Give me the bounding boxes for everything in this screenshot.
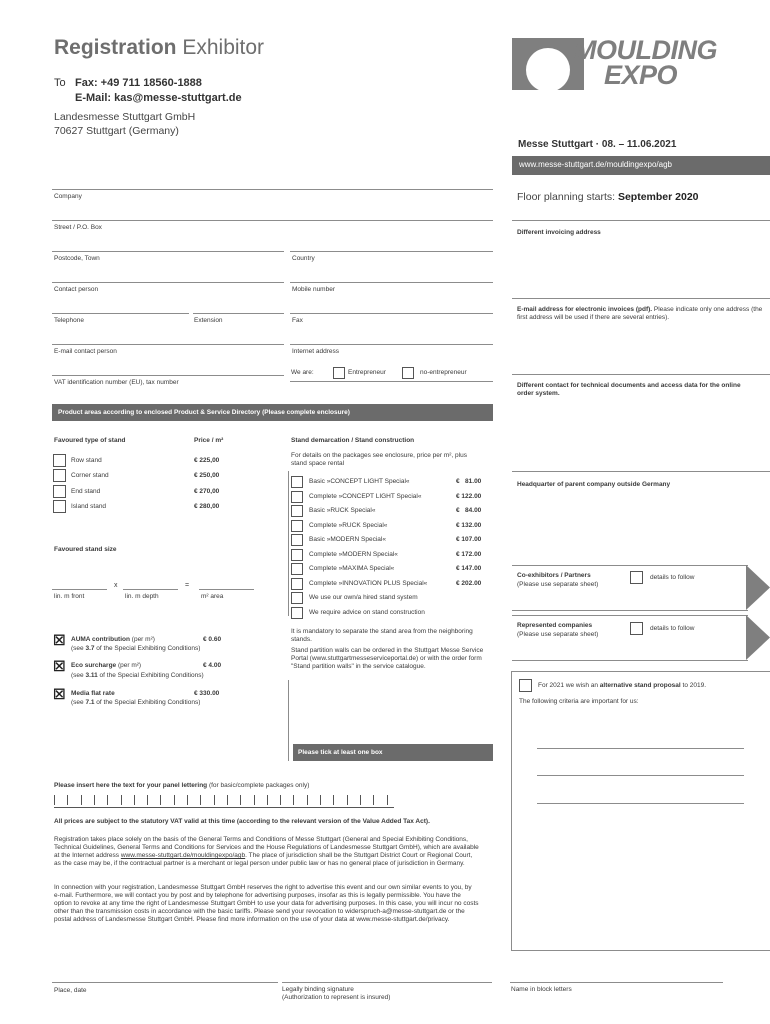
- package-checkbox[interactable]: [291, 607, 303, 619]
- we-are-label: We are:: [291, 369, 314, 376]
- demarcation-heading: Stand demarcation / Stand construction: [291, 437, 415, 444]
- mandatory-note: It is mandatory to separate the stand area from the neighboring stands.: [291, 628, 473, 643]
- corner-stand-price: € 250,00: [194, 472, 220, 479]
- extension-field[interactable]: Extension: [194, 317, 223, 324]
- signature-note: (Authorization to represent is insured): [282, 994, 391, 1001]
- einvoice-rest: Please indicate only one address (the first address will be used if there are several entries).: [517, 306, 763, 321]
- eco-note-bold: 3.11: [85, 672, 98, 679]
- lettering-cell[interactable]: [174, 795, 175, 805]
- eco-label: [71, 662, 141, 670]
- signature-line[interactable]: [282, 982, 492, 983]
- media-price: € 330.00: [194, 690, 220, 697]
- event-url[interactable]: www.messe-stuttgart.de/mouldingexpo/agb: [519, 160, 672, 169]
- media-note-bold: 7.1: [85, 699, 95, 706]
- page-title: [54, 36, 264, 60]
- address-line-2: 70627 Stuttgart (Germany): [54, 125, 179, 137]
- package-price: € 202.00: [456, 579, 482, 587]
- address-line-1: Landesmesse Stuttgart GmbH: [54, 111, 196, 123]
- logo-text-moulding: MOULDING: [574, 35, 717, 65]
- criteria-line-1[interactable]: [537, 748, 744, 749]
- lettering-cell[interactable]: [81, 795, 82, 805]
- package-checkbox[interactable]: [291, 491, 303, 503]
- moulding-expo-logo: [512, 35, 747, 93]
- stand-size-heading: Favoured stand size: [54, 546, 117, 553]
- lettering-cell[interactable]: [107, 795, 108, 805]
- lettering-cell[interactable]: [147, 795, 148, 805]
- lettering-cell[interactable]: [280, 795, 281, 805]
- package-label: We require advice on stand construction: [309, 608, 425, 616]
- legal-paragraph-2: In connection with your registration, Landesmesse Stuttgart GmbH reserves the right to advertise this event and our own similar events to you, by e-mail. Furthermore, we will contact you by post and by telephone for advertising purposes, insofar as this is legally permissible. You have the option to revoke at any time the right of Landesmesse Stuttgart GmbH to use your data for advertising purposes. In this case, you will incur no costs other than the transmission costs in accordance with the basic tariffs. Please send your revocation to widerspruch-a@messe-stuttgart.de or the postal address of Landesmesse Stuttgart GmbH. Please find more information on the use of your data at www.messe-stuttgart.de/privacy.: [54, 884, 479, 923]
- lettering-cell[interactable]: [347, 795, 348, 805]
- agb-link[interactable]: www.messe-stuttgart.de/mouldingexpo/agb: [120, 852, 246, 859]
- country-field[interactable]: Country: [292, 255, 315, 262]
- floor-planning-label: Floor planning starts:: [517, 191, 618, 203]
- media-bold: Media flat rate: [71, 690, 115, 697]
- package-label: Basic »CONCEPT LIGHT Special«: [309, 478, 410, 485]
- alternative-proposal-box: [511, 671, 770, 951]
- vat-field[interactable]: VAT identification number (EU), tax number: [54, 379, 179, 386]
- lettering-cell[interactable]: [254, 795, 255, 805]
- area-input[interactable]: [199, 589, 254, 590]
- eco-price: € 4.00: [203, 662, 222, 669]
- parent-company-label[interactable]: Headquarter of parent company outside Germany: [517, 481, 671, 488]
- package-checkbox[interactable]: [291, 578, 303, 590]
- auma-note-bold: 3.7: [85, 645, 95, 652]
- partition-note: Stand partition walls can be ordered in the Stuttgart Messe Service Portal (www.stuttgartmesseserviceportal.de) or with the order form "Stand partition walls" in the service catalogue.: [291, 647, 484, 670]
- lettering-cell[interactable]: [121, 795, 122, 805]
- criteria-label: The following criteria are important for us:: [519, 698, 639, 705]
- media-note: [71, 699, 200, 707]
- coexhibitors-details-label: details to follow: [650, 574, 695, 581]
- media-checked-icon[interactable]: ☒: [53, 686, 66, 702]
- arrow-right-icon: [746, 565, 770, 610]
- package-checkbox[interactable]: [291, 549, 303, 561]
- auma-checked-icon[interactable]: ☒: [53, 632, 66, 648]
- lettering-cell[interactable]: [333, 795, 334, 805]
- to-label: To: [54, 77, 66, 89]
- lettering-cell[interactable]: [214, 795, 215, 805]
- auma-note-pre: (see: [71, 645, 86, 652]
- package-label: Basic »RUCK Special«: [309, 507, 376, 514]
- corner-stand-checkbox[interactable]: [53, 469, 66, 482]
- auma-note-post: of the Special Exhibiting Conditions): [94, 645, 201, 652]
- telephone-field[interactable]: Telephone: [54, 317, 84, 324]
- eco-note-pre: (see: [71, 672, 86, 679]
- logo-circle-icon: [526, 48, 570, 92]
- package-label: Complete »CONCEPT LIGHT Special«: [309, 492, 422, 500]
- alt-bold: alternative stand proposal: [599, 682, 681, 689]
- einvoice-email-label[interactable]: [517, 306, 765, 322]
- lettering-cell[interactable]: [134, 795, 135, 805]
- alt-pre: For 2021 we wish an: [538, 682, 600, 689]
- package-checkbox[interactable]: [291, 534, 303, 546]
- lettering-cell[interactable]: [187, 795, 188, 805]
- package-label: Complete »MAXIMA Special«: [309, 565, 395, 572]
- eco-note: [71, 672, 204, 680]
- no-entrepreneur-label: no-entrepreneur: [420, 369, 467, 376]
- package-label: We use our own/a hired stand system: [309, 594, 418, 601]
- eco-bold: Eco surcharge: [71, 662, 117, 669]
- para1-post: . The place of jurisdiction shall be the Stuttgart District Court or Regional Court, as the case may be, if the contractual partner is a merchant or legal person under public law or has no general place of jurisdiction in Germany.: [54, 852, 473, 867]
- auma-price: € 0.60: [203, 636, 222, 643]
- island-stand-label: Island stand: [71, 503, 107, 510]
- product-areas-text: Product areas according to enclosed Product & Service Directory (Please complete enclosure): [58, 409, 350, 416]
- company-field[interactable]: Company: [54, 193, 82, 200]
- lettering-cell[interactable]: [387, 795, 388, 805]
- signature-label: Legally binding signature: [282, 986, 354, 993]
- lettering-cell[interactable]: [293, 795, 294, 805]
- lettering-cell[interactable]: [307, 795, 308, 805]
- title-rest: Exhibitor: [176, 36, 265, 59]
- media-note-post: of the Special Exhibiting Conditions): [94, 699, 201, 706]
- row-stand-price: € 225,00: [194, 457, 220, 464]
- represented-label: Represented companies: [517, 622, 593, 629]
- lettering-cell[interactable]: [54, 795, 55, 805]
- lettering-cell[interactable]: [227, 795, 228, 805]
- depth-input[interactable]: [123, 589, 178, 590]
- area-label: m² area: [201, 593, 224, 600]
- lettering-cell[interactable]: [320, 795, 321, 805]
- end-stand-price: € 270,00: [194, 488, 220, 495]
- auma-note: [71, 645, 200, 653]
- floor-planning-value: September 2020: [617, 191, 699, 203]
- product-areas-bar: [52, 404, 493, 421]
- internet-field[interactable]: Internet address: [292, 348, 339, 355]
- no-entrepreneur-checkbox[interactable]: [402, 367, 414, 379]
- lettering-input[interactable]: [54, 795, 394, 808]
- package-checkbox[interactable]: [291, 476, 303, 488]
- lettering-bold: Please insert here the text for your panel lettering: [54, 782, 208, 789]
- front-label: lin. m front: [54, 593, 85, 600]
- media-label: [71, 690, 115, 698]
- represented-details-label: details to follow: [650, 625, 695, 632]
- represented-checkbox[interactable]: [630, 622, 643, 635]
- einvoice-bold: E-mail address for electronic invoices (pdf).: [517, 306, 653, 313]
- eco-checked-icon[interactable]: ☒: [53, 658, 66, 674]
- row-stand-checkbox[interactable]: [53, 454, 66, 467]
- package-price: € 84.00: [456, 507, 482, 514]
- media-note-pre: (see: [71, 699, 86, 706]
- alternative-proposal-label: [538, 682, 706, 690]
- package-checkbox[interactable]: [291, 505, 303, 517]
- technical-contact-label[interactable]: Different contact for technical documents and access data for the online order system.: [517, 382, 741, 397]
- alt-post: to 2019.: [680, 682, 707, 689]
- coexhibitors-label: Co-exhibitors / Partners: [517, 572, 591, 579]
- auma-label: [71, 636, 155, 644]
- entrepreneur-label: Entrepreneur: [348, 369, 386, 376]
- criteria-line-2[interactable]: [537, 775, 744, 776]
- eco-rest: (per m²): [116, 662, 142, 669]
- arrow-right-icon: [746, 615, 770, 660]
- lettering-cell[interactable]: [67, 795, 68, 805]
- package-price: € 122.00: [456, 492, 482, 500]
- package-label: Complete »MODERN Special«: [309, 550, 398, 558]
- stand-type-heading: Favoured type of stand: [54, 437, 126, 444]
- legal-paragraph-1: [54, 836, 479, 868]
- floor-planning: [517, 191, 699, 203]
- end-stand-checkbox[interactable]: [53, 485, 66, 498]
- package-price: € 147.00: [456, 565, 482, 572]
- block-letters-label: Name in block letters: [511, 986, 572, 993]
- email-contact-field[interactable]: E-mail contact person: [54, 348, 117, 355]
- name-line[interactable]: [510, 982, 723, 983]
- package-price: € 132.00: [456, 521, 482, 529]
- para1-pre: Registration takes place solely on the basis of the General Terms and Conditions of Messe Stuttgart (General and Special Exhibiting Conditions, Technical Guidelines, General Terms and Conditions for Services and the House Regulations of Landesmesse Stuttgart GmbH), which are available at the Internet address: [54, 836, 479, 859]
- corner-stand-label: Corner stand: [71, 472, 109, 479]
- row-stand-label: Row stand: [71, 457, 102, 464]
- alternative-proposal-checkbox[interactable]: [519, 679, 532, 692]
- contact-person-field[interactable]: Contact person: [54, 286, 99, 293]
- fax-field[interactable]: Fax: [292, 317, 303, 324]
- fax-number: Fax: +49 711 18560-1888: [75, 77, 202, 89]
- multiply-symbol: x: [114, 582, 118, 589]
- logo-text-expo: EXPO: [604, 60, 678, 90]
- vat-note: All prices are subject to the statutory VAT valid at this time (according to the relevant version of the Value Added Tax Act).: [54, 818, 430, 825]
- coexhibitors-checkbox[interactable]: [630, 571, 643, 584]
- mobile-field[interactable]: Mobile number: [292, 286, 335, 293]
- lettering-cell[interactable]: [240, 795, 241, 805]
- package-price: € 81.00: [456, 478, 482, 485]
- lettering-cell[interactable]: [360, 795, 361, 805]
- lettering-rest: (for basic/complete packages only): [207, 782, 310, 789]
- island-stand-price: € 280,00: [194, 503, 220, 510]
- package-label: Complete »RUCK Special«: [309, 521, 388, 529]
- lettering-cell[interactable]: [160, 795, 161, 805]
- price-heading: Price / m²: [194, 437, 224, 444]
- package-label: Basic »MODERN Special«: [309, 536, 386, 543]
- package-price: € 107.00: [456, 536, 482, 543]
- front-input[interactable]: [52, 589, 107, 590]
- tick-box-bar: [293, 744, 493, 761]
- lettering-cell[interactable]: [267, 795, 268, 805]
- auma-rest: (per m²): [129, 636, 155, 643]
- postcode-field[interactable]: Postcode, Town: [54, 255, 100, 262]
- lettering-label: [54, 782, 309, 790]
- lettering-cell[interactable]: [200, 795, 201, 805]
- lettering-cell[interactable]: [94, 795, 95, 805]
- place-date-label: Place, date: [54, 987, 87, 994]
- equals-symbol: =: [185, 582, 190, 589]
- event-url-bar: [512, 156, 770, 175]
- auma-bold: AUMA contribution: [71, 636, 130, 643]
- represented-note: (Please use separate sheet): [517, 631, 599, 638]
- demarcation-intro: For details on the packages see enclosure, price per m², plus stand space rental: [291, 452, 467, 467]
- package-checkbox[interactable]: [291, 592, 303, 604]
- email-address: E-Mail: kas@messe-stuttgart.de: [75, 92, 242, 104]
- title-bold: Registration: [54, 36, 177, 59]
- end-stand-label: End stand: [71, 488, 101, 495]
- depth-label: lin. m depth: [125, 593, 159, 600]
- entrepreneur-checkbox[interactable]: [333, 367, 345, 379]
- package-checkbox[interactable]: [291, 563, 303, 575]
- event-dates: Messe Stuttgart · 08. – 11.06.2021: [518, 139, 677, 150]
- street-field[interactable]: Street / P.O. Box: [54, 224, 102, 231]
- criteria-line-3[interactable]: [537, 803, 744, 804]
- place-date-line[interactable]: [52, 982, 278, 983]
- eco-note-post: of the Special Exhibiting Conditions): [97, 672, 204, 679]
- recipient-block: [54, 77, 66, 89]
- coexhibitors-note: (Please use separate sheet): [517, 581, 599, 588]
- package-price: € 172.00: [456, 550, 482, 558]
- lettering-cell[interactable]: [373, 795, 374, 805]
- package-label: Complete »INNOVATION PLUS Special«: [309, 579, 428, 587]
- invoicing-address-label[interactable]: Different invoicing address: [517, 229, 601, 236]
- tick-box-text: Please tick at least one box: [298, 749, 383, 756]
- package-checkbox[interactable]: [291, 520, 303, 532]
- island-stand-checkbox[interactable]: [53, 500, 66, 513]
